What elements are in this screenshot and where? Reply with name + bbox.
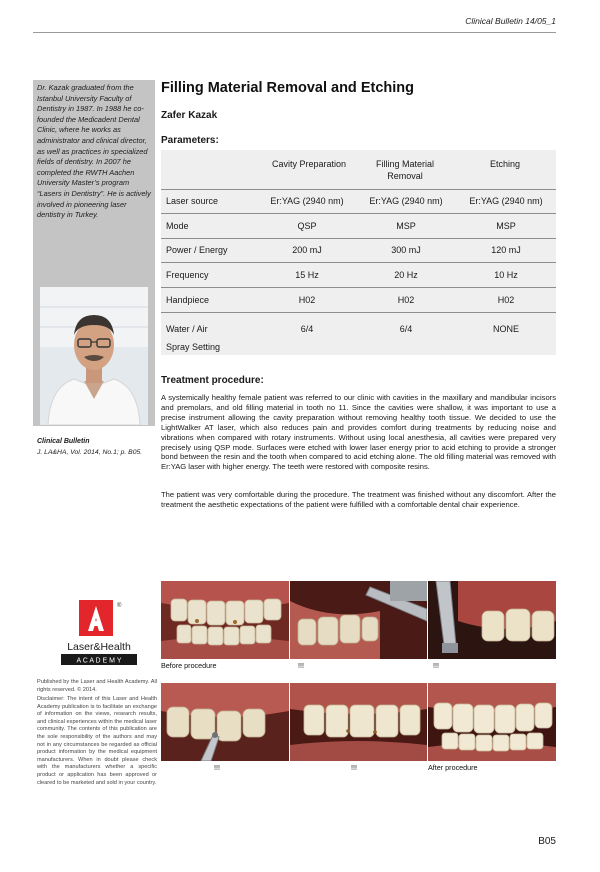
treatment-paragraph-1: A systemically healthy female patient was referred to our clinic with cavities in the maxillary and mandibular incisors and premolars, and old filling material in tooth no 11. Since the cavities were shallow, it was important to use a precise instrument allowing the cavity preparation without removing healthy tooth tissue. We decided to use the LightWalker AT laser, which also reduces pain and provides comfort during treatments by reducing noise and vibrations when compared with rotary instruments. Without using local anesthesia, all cavities were prepared very precisely using QSP mode. Surfaces were etched with lower laser energy prior to acid etching to provide a stronger bond between the resin and the tooth when compared to acid etching alone. The old filling material was removed with Er:YAG laser with higher energy. The teeth were restored with composite resins. bbox=[161, 393, 556, 472]
laser-health-academy-logo bbox=[58, 600, 140, 670]
parameters-table bbox=[161, 150, 556, 355]
row-label: Power / Energy bbox=[166, 245, 228, 255]
row-label: Frequency bbox=[166, 270, 209, 280]
clinical-photo-after bbox=[428, 683, 556, 761]
author-bio: Dr. Kazak graduated from the Istanbul University Faculty of Dentistry in 1987. In 1988 he co-founded the Medicadent Dental Clinic, where he works as administrator and clinical director, as well as practices in specialized fields of dentistry. In 2007 he completed the RWTH Aachen University Master’s program “Lasers in Dentistry”. He is actively involved in pioneering laser dentistry in Turkey. bbox=[37, 83, 151, 220]
table-cell: QSP bbox=[297, 221, 317, 231]
table-cell: MSP bbox=[396, 221, 416, 231]
table-cell: H02 bbox=[497, 295, 515, 305]
author-photo bbox=[40, 287, 148, 425]
table-cell: 6/4 bbox=[399, 324, 413, 334]
caption-photo-3: !!! bbox=[433, 661, 439, 670]
table-divider bbox=[161, 287, 556, 288]
published-notice: Published by the Laser and Health Academy. All rights reserved. © 2014. bbox=[37, 679, 157, 693]
caption-photo-5: !!! bbox=[351, 763, 357, 772]
table-cell: Er:YAG (2940 nm) bbox=[469, 196, 543, 206]
article-title: Filling Material Removal and Etching bbox=[161, 80, 414, 96]
table-divider bbox=[161, 312, 556, 313]
logo-text-top: Laser&Health bbox=[67, 641, 131, 653]
table-cell: 6/4 bbox=[300, 324, 314, 334]
logo-text-bottom: A C A D E M Y bbox=[76, 657, 122, 665]
table-divider bbox=[161, 213, 556, 214]
parameters-label: Parameters: bbox=[161, 135, 219, 146]
row-label: Mode bbox=[166, 221, 189, 231]
caption-photo-2: !!! bbox=[298, 661, 304, 670]
table-cell: 20 Hz bbox=[394, 270, 418, 280]
table-cell: MSP bbox=[496, 221, 516, 231]
table-cell: Er:YAG (2940 nm) bbox=[369, 196, 443, 206]
table-cell: NONE bbox=[492, 324, 519, 334]
caption-after-procedure: After procedure bbox=[428, 763, 478, 772]
column-header: Etching bbox=[489, 159, 521, 169]
clinical-photo-4 bbox=[161, 683, 289, 761]
table-divider bbox=[161, 238, 556, 239]
header-rule bbox=[33, 32, 556, 33]
row-label: Water / Air Spray Setting bbox=[166, 324, 221, 352]
treatment-paragraph-2: The patient was very comfortable during the procedure. The treatment was finished without any discomfort. After the treatment the aesthetic expectations of the patient were fulfilled with a comfortable dental chair experience. bbox=[161, 490, 556, 509]
caption-before-procedure: Before procedure bbox=[161, 661, 217, 670]
bulletin-reference: Clinical Bulletin 14/05_1 bbox=[465, 16, 556, 26]
clinical-photo-5 bbox=[290, 683, 427, 761]
disclaimer: Disclaimer: The intent of this Laser and Health Academy publication is to facilitate an exchange of information on the views, research results, and clinical experiences within the medical laser community. The contents of this publication are the sole responsibility of the authors and may not in any circumstances be regarded as official product information by the medical equipment manufacturers. When in doubt please check with the manufacturers whether a specific product or application has been approved or cleared to be marketed and sold in your country. bbox=[37, 696, 157, 786]
table-cell: 200 mJ bbox=[292, 245, 322, 255]
row-label: Handpiece bbox=[166, 295, 210, 305]
column-header: Cavity Preparation bbox=[271, 159, 347, 169]
table-cell: H02 bbox=[298, 295, 316, 305]
clinical-bulletin-title: Clinical Bulletin bbox=[37, 438, 90, 445]
article-author: Zafer Kazak bbox=[161, 110, 218, 121]
table-divider bbox=[161, 189, 556, 190]
clinical-bulletin-ref: J. LA&HA, Vol. 2014, No.1; p. B05. bbox=[37, 449, 143, 456]
clinical-photo-3 bbox=[428, 581, 556, 659]
column-header: Filling Material Removal bbox=[375, 159, 435, 181]
clinical-photo-before bbox=[161, 581, 289, 659]
row-label: Laser source bbox=[166, 196, 219, 206]
table-cell: Er:YAG (2940 nm) bbox=[270, 196, 344, 206]
table-cell: 15 Hz bbox=[295, 270, 319, 280]
caption-photo-4: !!! bbox=[214, 763, 220, 772]
treatment-heading: Treatment procedure: bbox=[161, 375, 264, 386]
table-divider bbox=[161, 262, 556, 263]
clinical-photo-2 bbox=[290, 581, 427, 659]
table-cell: 120 mJ bbox=[491, 245, 521, 255]
svg-text:®: ® bbox=[117, 603, 122, 609]
table-cell: 300 mJ bbox=[391, 245, 421, 255]
table-cell: 10 Hz bbox=[494, 270, 518, 280]
table-cell: H02 bbox=[397, 295, 415, 305]
page-number: B05 bbox=[538, 836, 556, 847]
